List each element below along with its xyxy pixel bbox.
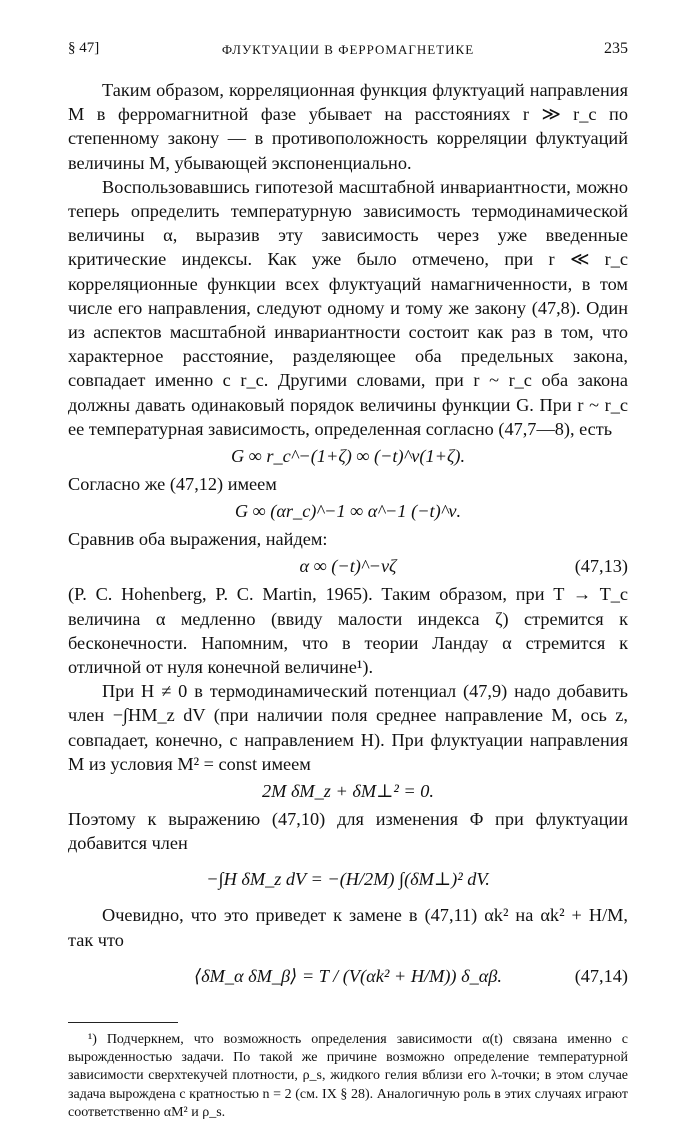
paragraph-6: При H ≠ 0 в термодинамический потенциал (47,9) надо добавить член −∫HM_z dV (при наличии поля среднее направление M, ось z, совпадает, конечно, с направлением H). При флуктуации направления M из условия M² = const имеем	[68, 681, 628, 774]
equation-3-number: (47,13)	[574, 556, 628, 577]
paragraph-2: Воспользовавшись гипотезой масштабной инвариантности, можно теперь определить температурную зависимость термодинамической величины α, выразив эту зависимость через уже введенные критические индексы. Как уже было отмечено, при r ≪ r_c корреляционные функции всех флуктуаций намагниченности, в том числе его направления, следуют одному и тому же закону (47,8). Один из аспектов масштабной инвариантности состоит как раз в том, что характерное расстояние, разделяющее оба предельных закона, совпадает именно с r_c. Другими словами, при r ~ r_c оба закона должны давать одинаковый порядок величины функции G. При r ~ r_c ее температурная зависимость, определенная согласно (47,7—8), есть	[68, 176, 628, 439]
paragraph-1: Таким образом, корреляционная функция флуктуаций направления M в ферромагнитной фазе убывает на расстояниях r ≫ r_c по степенному закону — в противоположность корреляции флуктуаций величины M, убывающей экспоненциально.	[68, 80, 628, 173]
equation-5	[68, 855, 628, 903]
paragraph-7: Поэтому к выражению (47,10) для изменения Φ при флуктуации добавится член	[68, 809, 628, 854]
paragraph-5: (P. C. Hohenberg, P. C. Martin, 1965). Таким образом, при T → T_c величина α медленно (ввиду малости индекса ζ) стремится к бесконечности. Напомним, что в теории Ландау α стремится к отличной от нуля конечной величине¹).	[68, 584, 628, 678]
equation-3	[68, 551, 628, 582]
paragraph-4: Сравнив оба выражения, найдем:	[68, 529, 328, 550]
paragraph-8: Очевидно, что это приведет к замене в (47,11) αk² на αk² + H/M, так что	[68, 905, 628, 950]
equation-6-number: (47,14)	[574, 965, 628, 986]
paragraph-3: Согласно же (47,12) имеем	[68, 474, 277, 495]
chapter-title: ФЛУКТУАЦИИ В ФЕРРОМАГНЕТИКЕ	[221, 42, 475, 57]
equation-1-text: G ∞ r_c^−(1+ζ) ∞ (−t)^ν(1+ζ).	[230, 446, 466, 467]
equation-2-text: G ∞ (αr_c)^−1 ∞ α^−1 (−t)^ν.	[234, 501, 462, 522]
footnote: ¹) Подчеркнем, что возможность определения зависимости α(t) связана именно с вырожденностью задачи. По такой же причине возможно определение температурной зависимости сверхтекучей плотности, ρ_s, жидкого гелия вблизи его λ-точки; в этом случае задача вырождена с кратностью n = 2 (см. IX § 28). Аналогичную роль в этих случаях играют соответственно αM² и ρ_s.	[68, 1031, 628, 1120]
footnote-divider	[68, 1022, 178, 1023]
equation-4	[68, 776, 628, 807]
page-number: 235	[604, 40, 628, 57]
running-header	[68, 40, 628, 64]
equation-2	[68, 496, 628, 527]
equation-3-text: α ∞ (−t)^−νζ	[299, 556, 397, 577]
equation-4-text: 2M δM_z + δM⊥² = 0.	[262, 781, 434, 802]
equation-1	[68, 441, 628, 472]
equation-5-text: −∫H δM_z dV = −(H/2M) ∫(δM⊥)² dV.	[206, 869, 490, 890]
equation-6	[68, 952, 628, 1000]
book-page	[68, 40, 628, 1122]
section-ref: § 47]	[68, 40, 100, 56]
page-body	[68, 78, 628, 1122]
equation-6-text: ⟨δM_α δM_β⟩ = T / (V(αk² + H/M)) δ_αβ.	[194, 965, 502, 986]
